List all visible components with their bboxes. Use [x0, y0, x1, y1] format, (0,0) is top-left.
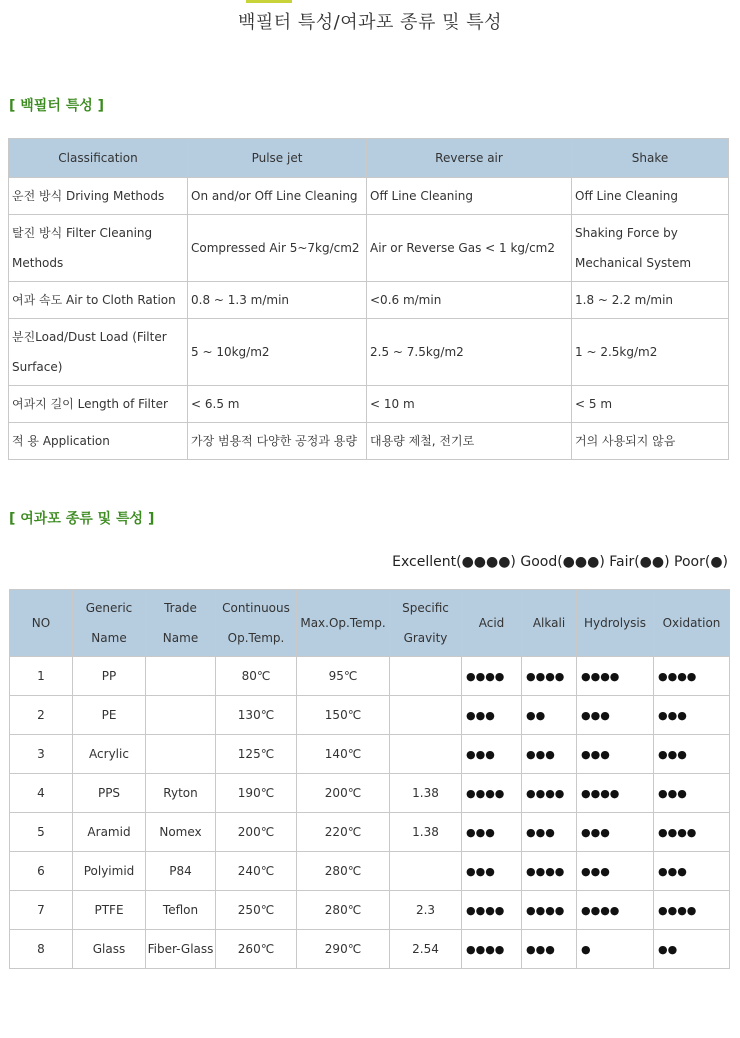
rating-cell: ●●● — [462, 735, 522, 774]
table-row — [9, 178, 729, 215]
table-cell: 4 — [10, 774, 73, 813]
rating-cell: ●●●● — [462, 657, 522, 696]
table-cell: Glass — [73, 930, 146, 969]
table-cell — [390, 657, 462, 696]
table-row — [9, 386, 729, 423]
header-reverse-air: Reverse air — [367, 139, 572, 178]
table-cell: 8 — [10, 930, 73, 969]
table-cell: 95℃ — [297, 657, 390, 696]
table-row — [10, 657, 730, 696]
rating-cell: ●●● — [462, 813, 522, 852]
rating-cell: ●●● — [654, 696, 730, 735]
table-cell: 여과 속도 Air to Cloth Ration — [9, 282, 188, 319]
header-classification: Classification — [9, 139, 188, 178]
rating-cell: ●●●● — [654, 813, 730, 852]
table-cell: 탈진 방식 Filter Cleaning Methods — [9, 215, 188, 282]
table-cell: 6 — [10, 852, 73, 891]
rating-cell: ●●● — [522, 735, 577, 774]
header-generic-name: Generic Name — [73, 590, 146, 657]
table-cell: 2.5 ~ 7.5kg/m2 — [367, 319, 572, 386]
table-cell: 2 — [10, 696, 73, 735]
rating-cell: ●●●● — [522, 774, 577, 813]
rating-cell: ●●●● — [654, 657, 730, 696]
table-cell: 여과지 길이 Length of Filter — [9, 386, 188, 423]
table-cell: < 6.5 m — [188, 386, 367, 423]
rating-cell: ●●●● — [522, 891, 577, 930]
table-cell: 125℃ — [216, 735, 297, 774]
table-cell — [146, 696, 216, 735]
table-row — [9, 215, 729, 282]
table-row — [10, 891, 730, 930]
rating-cell: ●●● — [462, 852, 522, 891]
table-row — [10, 774, 730, 813]
table-cell: Off Line Cleaning — [367, 178, 572, 215]
table-row — [10, 930, 730, 969]
table-row — [9, 423, 729, 460]
table-cell: < 10 m — [367, 386, 572, 423]
rating-cell: ●●● — [577, 813, 654, 852]
table-row — [10, 852, 730, 891]
filter-cloth-types-table — [9, 589, 730, 969]
header-continuous-op-temp: Continuous Op.Temp. — [216, 590, 297, 657]
table-cell: 240℃ — [216, 852, 297, 891]
table-cell: 0.8 ~ 1.3 m/min — [188, 282, 367, 319]
table-cell: Polyimid — [73, 852, 146, 891]
table-cell: 220℃ — [297, 813, 390, 852]
table-cell: 7 — [10, 891, 73, 930]
table-cell: 280℃ — [297, 891, 390, 930]
rating-cell: ●●● — [462, 696, 522, 735]
header-max-op-temp: Max.Op.Temp. — [297, 590, 390, 657]
header-acid: Acid — [462, 590, 522, 657]
table-cell — [390, 852, 462, 891]
header-alkali: Alkali — [522, 590, 577, 657]
header-specific-gravity: Specific Gravity — [390, 590, 462, 657]
rating-cell: ●●●● — [654, 891, 730, 930]
table-cell: 290℃ — [297, 930, 390, 969]
table-cell: P84 — [146, 852, 216, 891]
table-cell: 150℃ — [297, 696, 390, 735]
rating-cell: ●●● — [654, 852, 730, 891]
header-shake: Shake — [572, 139, 729, 178]
rating-cell: ●●●● — [577, 774, 654, 813]
table-row — [10, 735, 730, 774]
section-title-bag-filter: [ 백필터 특성 ] — [9, 98, 105, 114]
table-cell: Air or Reverse Gas < 1 kg/cm2 — [367, 215, 572, 282]
table-cell: 190℃ — [216, 774, 297, 813]
table-row — [10, 813, 730, 852]
table-cell: Shaking Force by Mechanical System — [572, 215, 729, 282]
table-cell: Nomex — [146, 813, 216, 852]
table-cell: Acrylic — [73, 735, 146, 774]
table-row — [9, 319, 729, 386]
rating-cell: ●● — [522, 696, 577, 735]
table-cell: Aramid — [73, 813, 146, 852]
rating-cell: ●●●● — [577, 891, 654, 930]
table-header-row — [9, 139, 729, 178]
header-oxidation: Oxidation — [654, 590, 730, 657]
rating-cell: ●●●● — [577, 657, 654, 696]
table-cell: 거의 사용되지 않음 — [572, 423, 729, 460]
table-cell: 140℃ — [297, 735, 390, 774]
table-cell: PE — [73, 696, 146, 735]
table-cell — [390, 696, 462, 735]
table-cell: <0.6 m/min — [367, 282, 572, 319]
table-cell: PTFE — [73, 891, 146, 930]
table-header-row — [10, 590, 730, 657]
table-cell: PPS — [73, 774, 146, 813]
header-trade-name: Trade Name — [146, 590, 216, 657]
rating-cell: ●●● — [577, 696, 654, 735]
table-cell: 1 ~ 2.5kg/m2 — [572, 319, 729, 386]
table-cell: 80℃ — [216, 657, 297, 696]
table-cell — [390, 735, 462, 774]
table-cell: 가장 범용적 다양한 공정과 용량 — [188, 423, 367, 460]
rating-cell: ●●●● — [522, 657, 577, 696]
table-cell — [146, 657, 216, 696]
table-cell: On and/or Off Line Cleaning — [188, 178, 367, 215]
table-cell: < 5 m — [572, 386, 729, 423]
rating-cell: ●●● — [522, 930, 577, 969]
header-hydrolysis: Hydrolysis — [577, 590, 654, 657]
table-cell: 대용량 제철, 전기로 — [367, 423, 572, 460]
table-cell: 1 — [10, 657, 73, 696]
title-accent-bar — [246, 0, 292, 3]
header-no: NO — [10, 590, 73, 657]
bag-filter-characteristics-table — [8, 138, 729, 460]
rating-cell: ●●●● — [462, 774, 522, 813]
table-cell: 280℃ — [297, 852, 390, 891]
rating-cell: ●●● — [522, 813, 577, 852]
rating-cell: ●●●● — [522, 852, 577, 891]
page-title: 백필터 특성/여과포 종류 및 특성 — [238, 12, 502, 33]
rating-cell: ●●● — [654, 735, 730, 774]
table-cell: 1.8 ~ 2.2 m/min — [572, 282, 729, 319]
table-cell: 1.38 — [390, 774, 462, 813]
table-cell: 5 ~ 10kg/m2 — [188, 319, 367, 386]
table-row — [9, 282, 729, 319]
rating-cell: ●●● — [577, 852, 654, 891]
table-cell: 250℃ — [216, 891, 297, 930]
rating-cell: ●●●● — [462, 891, 522, 930]
table-cell: Ryton — [146, 774, 216, 813]
table-cell: Fiber-Glass — [146, 930, 216, 969]
section-title-filter-cloth: [ 여과포 종류 및 특성 ] — [9, 511, 155, 527]
rating-cell: ●● — [654, 930, 730, 969]
table-cell: 130℃ — [216, 696, 297, 735]
table-cell — [146, 735, 216, 774]
table-cell: 200℃ — [216, 813, 297, 852]
table-cell: Teflon — [146, 891, 216, 930]
table-cell: Compressed Air 5~7kg/cm2 — [188, 215, 367, 282]
rating-cell: ●●● — [577, 735, 654, 774]
table-cell: 2.54 — [390, 930, 462, 969]
table-cell: 260℃ — [216, 930, 297, 969]
header-pulse-jet: Pulse jet — [188, 139, 367, 178]
table-cell: 분진Load/Dust Load (Filter Surface) — [9, 319, 188, 386]
table-cell: 1.38 — [390, 813, 462, 852]
table-cell: 3 — [10, 735, 73, 774]
table-cell: 200℃ — [297, 774, 390, 813]
table-cell: 5 — [10, 813, 73, 852]
rating-cell: ● — [577, 930, 654, 969]
table-cell: 적 용 Application — [9, 423, 188, 460]
table-cell: 운전 방식 Driving Methods — [9, 178, 188, 215]
rating-legend: Excellent(●●●●) Good(●●●) Fair(●●) Poor(●) — [392, 554, 728, 570]
rating-cell: ●●●● — [462, 930, 522, 969]
table-row — [10, 696, 730, 735]
table-cell: Off Line Cleaning — [572, 178, 729, 215]
table-cell: 2.3 — [390, 891, 462, 930]
table-cell: PP — [73, 657, 146, 696]
rating-cell: ●●● — [654, 774, 730, 813]
